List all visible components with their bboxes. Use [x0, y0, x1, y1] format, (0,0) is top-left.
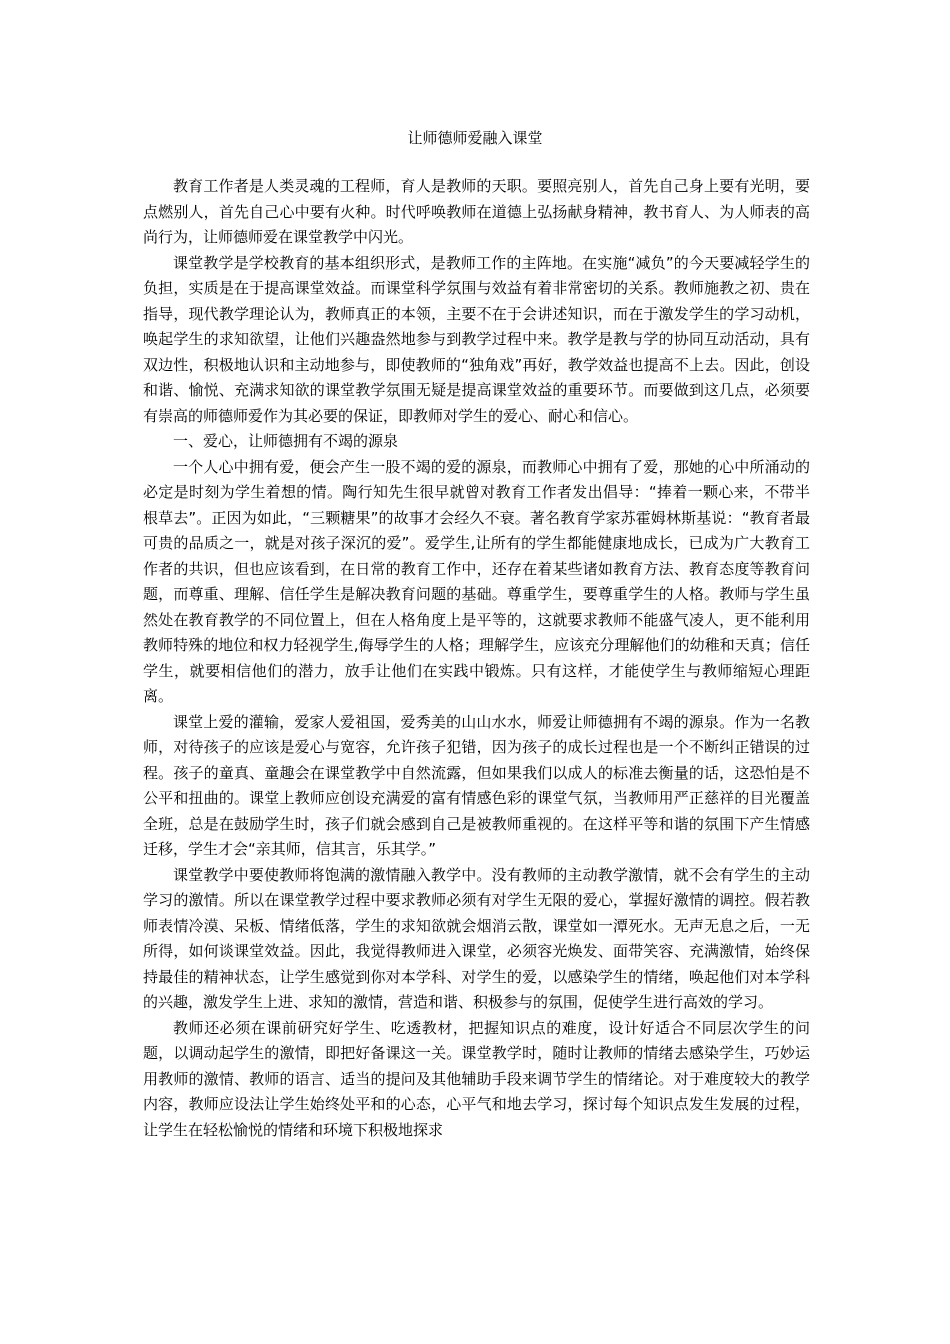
document-body	[143, 174, 810, 1143]
paragraph-passion: 课堂教学中要使教师将饱满的激情融入教学中。没有教师的主动教学激情，就不会有学生的主动学习的激情。所以在课堂教学过程中要求教师必须有对学生无限的爱心，掌握好激情的调控。假若教师表情冷漠、呆板、情绪低落，学生的求知欲就会烟消云散，课堂如一潭死水。无声无息之后，一无所得，如何谈课堂效益。因此，我觉得教师进入课堂，必须容光焕发、面带笑容、充满激情，始终保持最佳的精神状态，让学生感觉到你对本学科、对学生的爱，以感染学生的情绪，唤起他们对本学科的兴趣，激发学生上进、求知的激情，营造和谐、积极参与的氛围，促使学生进行高效的学习。	[143, 865, 810, 1011]
paragraph-preparation: 教师还必须在课前研究好学生、吃透教材，把握知识点的难度，设计好适合不同层次学生的问题，以调动起学生的激情，即把好备课这一关。课堂教学时，随时让教师的情绪去感染学生，巧妙运用教师的激情、教师的语言、适当的提问及其他辅助手段来调节学生的情绪论。对于难度较大的教学内容，教师应设法让学生始终处平和的心态，心平气和地去学习，探讨每个知识点发生发展的过程，让学生在轻松愉悦的情绪和环境下积极地探求	[143, 1018, 810, 1139]
section-heading-love: 一、爱心，让师德拥有不竭的源泉	[173, 432, 399, 450]
paragraph-classroom-teaching: 课堂教学是学校教育的基本组织形式，是教师工作的主阵地。在实施“减负”的今天要减轻学生的负担，实质是在于提高课堂效益。而课堂科学氛围与效益有着非常密切的关系。教师施教之初、贵在指导，现代教学理论认为，教师真正的本领，主要不在于会讲述知识，而在于激发学生的学习动机，唤起学生的求知欲望，让他们兴趣盎然地参与到教学过程中来。教学是教与学的协同互动活动，具有双边性，积极地认识和主动地参与，即使教师的“独角戏”再好，教学效益也提高不上去。因此，创设和谐、愉悦、充满求知欲的课堂教学氛围无疑是提高课堂效益的重要环节。而要做到这几点，必须要有崇高的师德师爱作为其必要的保证，即教师对学生的爱心、耐心和信心。	[143, 253, 810, 425]
document-title: 让师德师爱融入课堂	[407, 129, 543, 147]
paragraph-intro: 教育工作者是人类灵魂的工程师，育人是教师的天职。要照亮别人，首先自己身上要有光明，要点燃别人，首先自己心中要有火种。时代呼唤教师在道德上弘扬献身精神，教书育人、为人师表的高尚行为，让师德师爱在课堂教学中闪光。	[143, 177, 810, 246]
paragraph-love-source: 一个人心中拥有爱，便会产生一股不竭的爱的源泉，而教师心中拥有了爱，那她的心中所涌动的必定是时刻为学生着想的情。陶行知先生很早就曾对教育工作者发出倡导：“捧着一颗心来，不带半根草去”。正因为如此，“三颗糖果”的故事才会经久不衰。著名教育学家苏霍姆林斯基说：“教育者最可贵的品质之一，就是对孩子深沉的爱”。爱学生,让所有的学生都能健康地成长，已成为广大教育工作者的共识，但也应该看到，在日常的教育工作中，还存在着某些诸如教育方法、教育态度等教育问题，而尊重、理解、信任学生是解决教育问题的基础。尊重学生，要尊重学生的人格。教师与学生虽然处在教育教学的不同位置上，但在人格角度上是平等的，这就要求教师不能盛气凌人，更不能利用教师特殊的地位和权力轻视学生,侮辱学生的人格；理解学生，应该充分理解他们的幼稚和天真；信任学生，就要相信他们的潜力，放手让他们在实践中锻炼。只有这样，才能使学生与教师缩短心理距离。	[143, 457, 810, 705]
paragraph-love-in-class: 课堂上爱的灌输，爱家人爱祖国，爱秀美的山山水水，师爱让师德拥有不竭的源泉。作为一名教师，对待孩子的应该是爱心与宽容，允许孩子犯错，因为孩子的成长过程也是一个不断纠正错误的过程。孩子的童真、童趣会在课堂教学中自然流露，但如果我们以成人的标准去衡量的话，这恐怕是不公平和扭曲的。课堂上教师应创设充满爱的富有情感色彩的课堂气氛，当教师用严正慈祥的目光覆盖全班，总是在鼓励学生时，孩子们就会感到自己是被教师重视的。在这样平等和谐的氛围下产生情感迁移，学生才会“亲其师，信其言，乐其学。”	[143, 712, 810, 858]
